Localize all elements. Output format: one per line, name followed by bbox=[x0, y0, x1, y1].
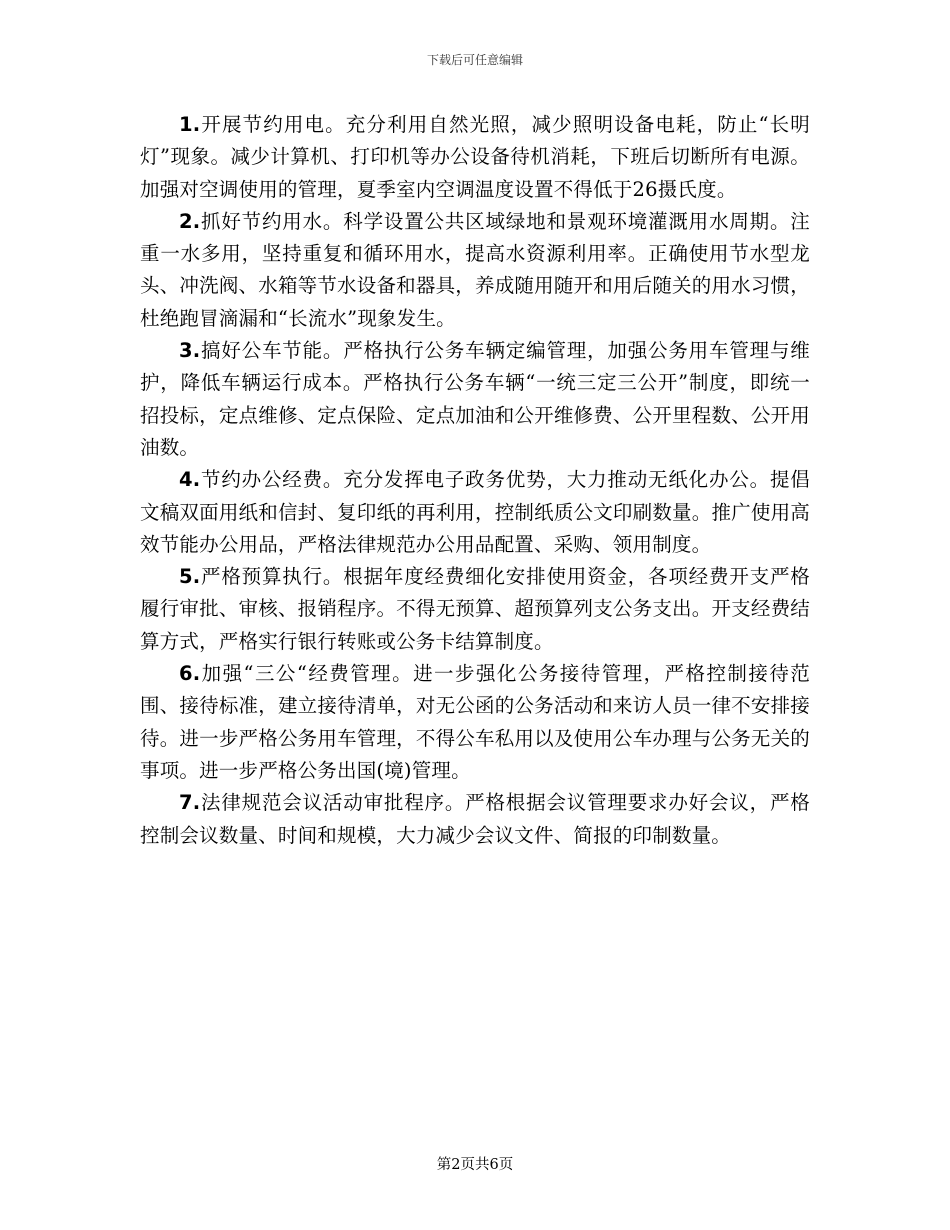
paragraph-number: 7. bbox=[179, 791, 201, 815]
paragraph-number: 1. bbox=[179, 113, 201, 136]
page-header: 下载后可任意编辑 bbox=[426, 53, 523, 67]
paragraph-text: 法律规范会议活动审批程序。严格根据会议管理要求办好会议，严格控制会议数量、时间和规模，大力减少会议文件、简报的印制数量。 bbox=[140, 791, 810, 847]
paragraph-5 bbox=[140, 561, 810, 658]
paragraph-text: 节约办公经费。充分发挥电子政务优势，大力推动无纸化办公。提倡文稿双面用纸和信封、复印纸的再利用，控制纸质公文印刷数量。推广使用高效节能办公用品，严格法律规范办公用品配置、采购、领用制度。 bbox=[140, 468, 810, 556]
paragraph-2 bbox=[140, 206, 810, 335]
paragraph-text: 抓好节约用水。科学设置公共区域绿地和景观环境灌溉用水周期。注重一水多用，坚持重复和循环用水，提高水资源利用率。正确使用节水型龙头、冲洗阀、水箱等节水设备和器具，养成随用随开和用后随关的用水习惯，杜绝跑冒滴漏和“长流水”现象发生。 bbox=[140, 209, 810, 330]
paragraph-number: 5. bbox=[179, 565, 201, 589]
paragraph-1 bbox=[140, 109, 810, 206]
paragraph-number: 6. bbox=[179, 662, 201, 686]
document-body bbox=[140, 109, 810, 852]
paragraph-text: 加强“三公“经费管理。进一步强化公务接待管理，严格控制接待范围、接待标准，建立接待清单，对无公函的公务活动和来访人员一律不安排接待。进一步严格公务用车管理，不得公车私用以及使用公车办理与公务无关的事项。进一步严格公务出国(境)管理。 bbox=[140, 662, 810, 782]
paragraph-6 bbox=[140, 658, 810, 787]
paragraph-7 bbox=[140, 787, 810, 852]
paragraph-text: 开展节约用电。充分利用自然光照，减少照明设备电耗，防止“长明灯”现象。减少计算机、打印机等办公设备待机消耗，下班后切断所有电源。加强对空调使用的管理，夏季室内空调温度设置不得低于26摄氏度。 bbox=[140, 113, 810, 201]
page-number-footer: 第2页共6页 bbox=[436, 1157, 514, 1173]
paragraph-text: 严格预算执行。根据年度经费细化安排使用资金，各项经费开支严格履行审批、审核、报销程序。不得无预算、超预算列支公务支出。开支经费结算方式，严格实行银行转账或公务卡结算制度。 bbox=[140, 565, 810, 653]
paragraph-3 bbox=[140, 335, 810, 464]
paragraph-number: 3. bbox=[179, 339, 201, 363]
paragraph-4 bbox=[140, 464, 810, 561]
paragraph-number: 2. bbox=[179, 209, 201, 233]
paragraph-text: 搞好公车节能。严格执行公务车辆定编管理，加强公务用车管理与维护，降低车辆运行成本。严格执行公务车辆“一统三定三公开”制度，即统一招投标，定点维修、定点保险、定点加油和公开维修费、公开里程数、公开用油数。 bbox=[140, 339, 810, 459]
paragraph-number: 4. bbox=[179, 468, 201, 492]
